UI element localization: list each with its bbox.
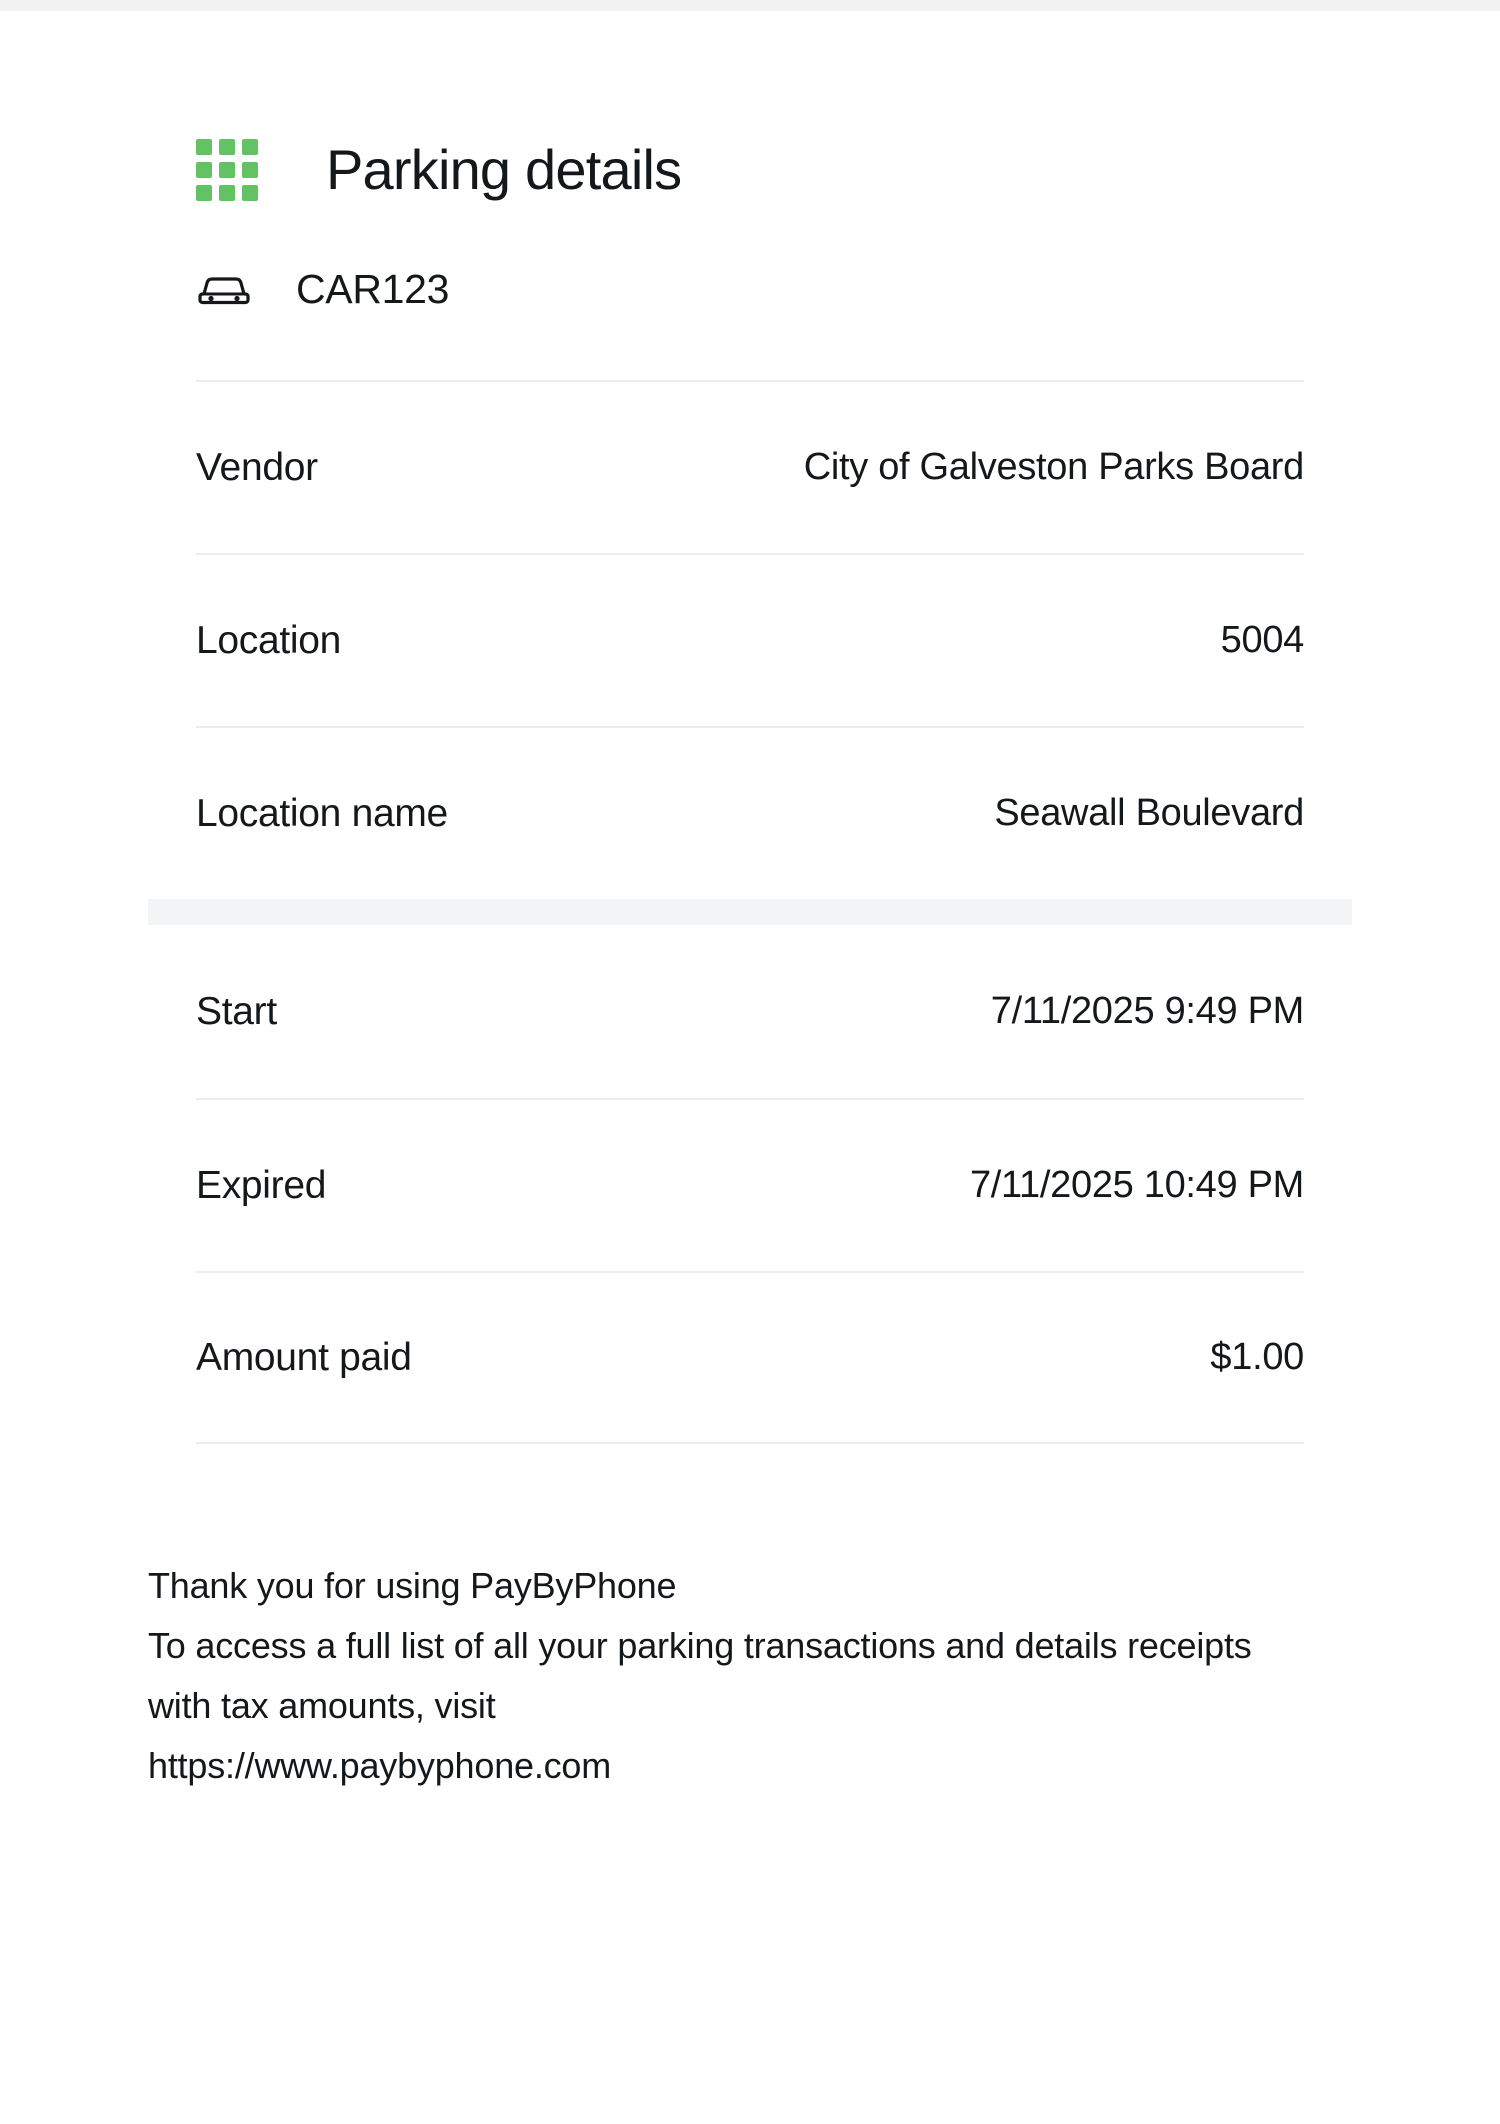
row-value: 7/11/2025 10:49 PM bbox=[969, 1164, 1304, 1206]
row-value: 7/11/2025 9:49 PM bbox=[990, 990, 1304, 1032]
page-title: Parking details bbox=[326, 138, 682, 201]
table-row bbox=[196, 380, 1304, 553]
details-table bbox=[0, 380, 1500, 1444]
table-row bbox=[196, 925, 1304, 1098]
footer-note bbox=[148, 1556, 1304, 1796]
section-divider-band bbox=[148, 899, 1352, 925]
row-value: Seawall Boulevard bbox=[994, 792, 1304, 834]
page-header bbox=[0, 11, 1500, 201]
receipt-card bbox=[0, 11, 1500, 1796]
row-label: Location name bbox=[196, 791, 448, 835]
row-label: Start bbox=[196, 989, 277, 1033]
footer-instructions: To access a full list of all your parking transactions and details receipts with tax amounts, visit bbox=[148, 1625, 1262, 1726]
row-label: Expired bbox=[196, 1163, 327, 1207]
paybyphone-grid-logo-icon bbox=[196, 139, 258, 201]
top-strip bbox=[0, 0, 1500, 11]
table-row bbox=[196, 553, 1304, 726]
table-row bbox=[196, 726, 1304, 899]
footer-thanks: Thank you for using PayByPhone bbox=[148, 1565, 677, 1606]
vehicle-row bbox=[0, 201, 1500, 310]
row-label: Amount paid bbox=[196, 1335, 412, 1379]
table-row bbox=[196, 1098, 1304, 1271]
footer-url[interactable]: https://www.paybyphone.com bbox=[148, 1745, 612, 1786]
row-value: City of Galveston Parks Board bbox=[803, 446, 1304, 488]
row-value: 5004 bbox=[1220, 619, 1304, 661]
row-label: Vendor bbox=[196, 445, 318, 489]
row-label: Location bbox=[196, 618, 342, 662]
car-icon bbox=[198, 270, 250, 310]
row-value: $1.00 bbox=[1210, 1336, 1304, 1378]
table-row bbox=[196, 1271, 1304, 1444]
license-plate: CAR123 bbox=[296, 266, 450, 312]
